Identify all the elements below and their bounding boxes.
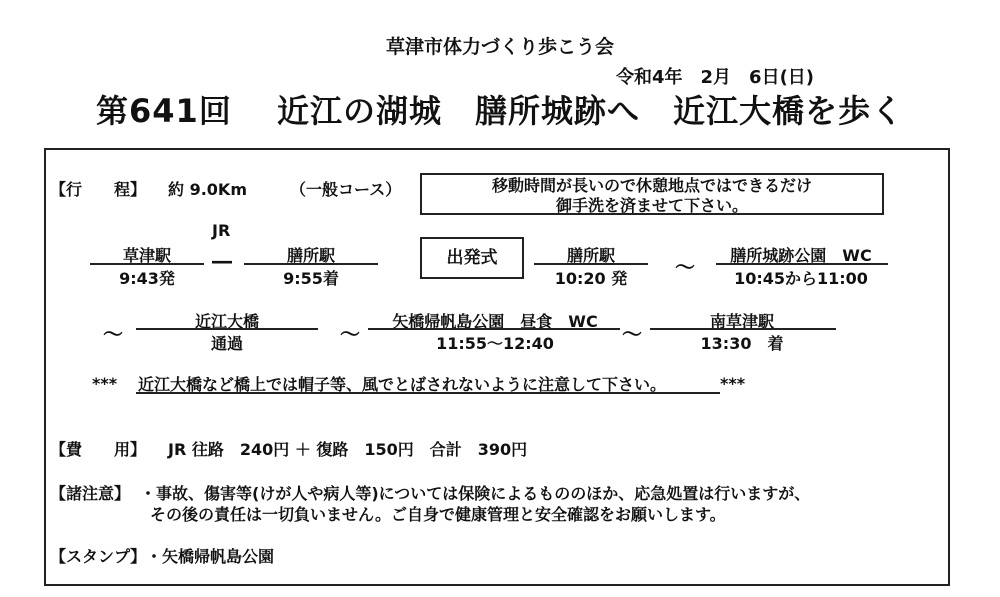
tilde-connector: ～: [103, 322, 123, 346]
course-type: （一般コース）: [290, 180, 402, 199]
tilde-connector: ～: [622, 322, 642, 346]
cautions-label: 【諸注意】: [50, 484, 131, 503]
stop-minami-kusatsu-time: 13:30 着: [700, 334, 784, 353]
itinerary-label: 【行 程】: [50, 180, 147, 199]
stamp-text: ・矢橋帰帆島公園: [146, 547, 275, 566]
warning-mark-left: ***: [92, 374, 118, 393]
dash-connector: ―: [212, 249, 232, 273]
stop-zeze-depart-time: 10:20 発: [554, 269, 628, 288]
stop-line: [90, 263, 204, 265]
stop-line: [368, 328, 620, 330]
stop-line: [534, 263, 648, 265]
notice-box: [420, 173, 884, 215]
ceremony-box: 出発式: [420, 237, 524, 279]
stop-kusatsu: 草津駅: [122, 246, 171, 265]
cautions-line-2: その後の責任は一切負いません。ご自身で健康管理と安全確認をお願いします。: [150, 505, 726, 524]
warning-underline: [136, 392, 720, 394]
stop-omi-bridge: 近江大橋: [194, 312, 259, 331]
tilde-connector: ～: [675, 255, 695, 279]
stop-yabase-park-time: 11:55～12:40: [436, 334, 554, 353]
warning-text: 近江大橋など橋上では帽子等、風でとばされないように注意して下さい。: [138, 375, 667, 394]
page-title: 第641回 近江の湖城 膳所城跡へ 近江大橋を歩く: [96, 92, 904, 130]
warning-mark-right: ***: [720, 374, 746, 393]
fee-label: 【費 用】: [50, 440, 147, 459]
stamp-label: 【スタンプ】: [50, 547, 147, 566]
event-date: 令和4年 2月 6日(日): [616, 67, 815, 88]
stop-line: [136, 328, 318, 330]
fee-text: JR 往路 240円 ＋ 復路 150円 合計 390円: [168, 440, 528, 459]
stop-castle-park: 膳所城跡公園 WC: [730, 246, 872, 265]
stop-omi-bridge-time: 通過: [210, 334, 243, 353]
distance: 約 9.0Km: [168, 180, 247, 199]
stop-kusatsu-time: 9:43発: [119, 269, 175, 288]
stop-yabase-park: 矢橋帰帆島公園 昼食 WC: [392, 312, 598, 331]
stop-zeze-time: 9:55着: [283, 269, 339, 288]
tilde-connector: ～: [340, 322, 360, 346]
jr-label: JR: [212, 221, 231, 240]
stop-zeze: 膳所駅: [286, 246, 335, 265]
organization-name: 草津市体力づくり歩こう会: [385, 36, 614, 58]
notice-line-1: 移動時間が長いので休憩地点ではできるだけ: [491, 176, 812, 195]
notice-line-2: 御手洗を済ませて下さい。: [555, 196, 748, 215]
stop-castle-park-time: 10:45から11:00: [734, 269, 868, 288]
stop-zeze-depart: 膳所駅: [566, 246, 615, 265]
stop-line: [244, 263, 378, 265]
stop-line: [716, 263, 888, 265]
stop-line: [650, 328, 836, 330]
cautions-line-1: ・事故、傷害等(けが人や病人等)については保険によるもののほか、応急処置は行いますが、: [140, 484, 811, 503]
stop-minami-kusatsu: 南草津駅: [709, 312, 774, 331]
